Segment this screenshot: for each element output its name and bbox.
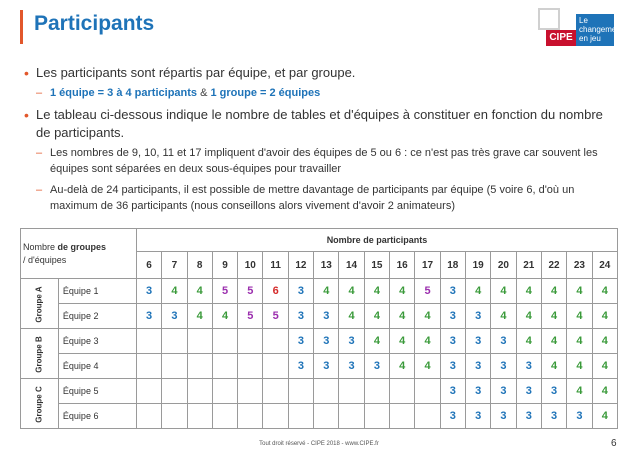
team-size-cell [212,404,237,429]
group-label [21,379,59,429]
team-size-cell: 3 [465,379,490,404]
team-label: Équipe 6 [58,404,136,429]
team-size-cell: 3 [314,304,339,329]
team-size-cell [187,354,212,379]
table-row [21,404,618,429]
team-size-cell [339,404,364,429]
definition-and: & [197,87,211,99]
team-size-cell: 3 [516,404,541,429]
team-size-cell: 3 [516,379,541,404]
group-label-text: Groupe C [34,385,44,423]
table-row [21,379,618,404]
team-size-cell [415,404,440,429]
team-size-cell [162,404,187,429]
bullet-list [26,64,616,219]
team-size-cell [415,379,440,404]
team-size-cell: 4 [516,279,541,304]
team-size-cell: 3 [162,304,187,329]
team-size-cell: 3 [491,404,516,429]
team-size-cell: 4 [592,404,617,429]
team-size-cell: 4 [390,329,415,354]
participant-count-header: 12 [288,252,313,279]
logo-square-icon [538,8,560,30]
sub-bullet-beyond-24 [26,182,616,214]
team-size-cell: 3 [440,329,465,354]
team-size-cell [364,404,389,429]
bullet-icon: • [24,107,29,123]
team-size-cell: 5 [238,279,263,304]
team-size-cell: 3 [339,354,364,379]
team-size-cell [136,329,161,354]
team-size-cell [238,404,263,429]
team-size-cell: 4 [187,279,212,304]
participant-count-header: 16 [390,252,415,279]
participant-count-header: 17 [415,252,440,279]
participant-count-header: 18 [440,252,465,279]
sub-bullet-odd-numbers [26,145,616,177]
page-number: 6 [611,438,617,449]
team-size-cell: 4 [390,354,415,379]
team-size-cell [390,379,415,404]
team-size-cell: 4 [364,304,389,329]
team-size-cell: 3 [465,304,490,329]
cipe-logo [538,8,624,52]
participant-count-header: 13 [314,252,339,279]
definition-team: 1 équipe = 3 à 4 participants [50,87,198,99]
footer-copyright: Tout droit réservé - CIPE 2018 - www.CIPE.fr [259,441,379,447]
bullet-text: Les participants sont répartis par équipe, et par groupe. [36,65,356,80]
participant-count-header: 24 [592,252,617,279]
dash-icon: – [36,87,43,99]
team-size-cell: 4 [567,329,592,354]
team-size-cell [187,404,212,429]
team-size-cell: 3 [465,404,490,429]
participants-table [20,228,618,429]
team-size-cell [288,404,313,429]
team-label: Équipe 2 [58,304,136,329]
team-label: Équipe 5 [58,379,136,404]
group-label [21,329,59,379]
team-size-cell: 4 [541,329,566,354]
participant-count-header: 21 [516,252,541,279]
team-size-cell: 4 [364,279,389,304]
team-size-cell: 4 [541,354,566,379]
team-size-cell: 4 [465,279,490,304]
team-size-cell: 3 [541,379,566,404]
team-size-cell: 4 [339,304,364,329]
team-size-cell: 4 [592,354,617,379]
team-size-cell [212,379,237,404]
team-size-cell: 4 [491,279,516,304]
team-size-cell: 4 [491,304,516,329]
team-size-cell: 3 [440,404,465,429]
team-size-cell: 4 [592,329,617,354]
team-size-cell: 4 [567,379,592,404]
table-row [21,304,618,329]
bullet-table-intro [26,106,616,142]
participant-count-header: 9 [212,252,237,279]
sub-bullet-text: Au-delà de 24 participants, il est possible de mettre davantage de participants par équipe (5 voire 6, d'où un maximum de 36 participants (nous conseillons alors vivement d'avoir 2 animateurs) [50,184,575,212]
participant-count-header: 15 [364,252,389,279]
group-label [21,279,59,329]
team-size-cell [238,379,263,404]
participant-count-header: 8 [187,252,212,279]
team-size-cell: 4 [541,304,566,329]
team-size-cell: 4 [390,279,415,304]
team-size-cell [136,379,161,404]
team-size-cell [339,379,364,404]
team-size-cell: 3 [440,354,465,379]
team-size-cell [187,329,212,354]
team-size-cell: 4 [516,304,541,329]
team-size-cell: 3 [364,354,389,379]
team-size-cell: 3 [491,329,516,354]
table-row [21,329,618,354]
team-size-cell: 4 [541,279,566,304]
participant-count-header: 10 [238,252,263,279]
bullet-icon: • [24,65,29,81]
team-size-cell: 5 [263,304,288,329]
title-accent-bar [20,10,23,44]
table-corner-label: Nombre de groupes / d'équipes [21,229,137,279]
dash-icon: – [36,147,43,159]
sub-bullet-text: Les nombres de 9, 10, 11 et 17 impliquent d'avoir des équipes de 5 ou 6 : ce n'est pas très grave car souvent les équipes sont séparées en deux sous-équipes pour travailler [50,147,598,175]
team-size-cell: 3 [440,304,465,329]
bullet-teams-groups [26,64,616,82]
team-size-cell: 3 [136,279,161,304]
team-size-cell [162,329,187,354]
team-size-cell [238,329,263,354]
table-row [21,279,618,304]
team-size-cell: 3 [491,379,516,404]
table-row [21,354,618,379]
logo-tagline: Le changement en jeu [576,14,614,46]
team-size-cell [187,379,212,404]
team-size-cell: 3 [314,354,339,379]
team-size-cell: 4 [212,304,237,329]
team-size-cell [238,354,263,379]
team-size-cell: 4 [187,304,212,329]
group-label-text: Groupe A [34,285,44,323]
team-size-cell: 4 [162,279,187,304]
team-size-cell: 3 [516,354,541,379]
team-size-cell: 5 [212,279,237,304]
team-size-cell: 3 [136,304,161,329]
team-size-cell: 3 [567,404,592,429]
participant-count-header: 14 [339,252,364,279]
team-size-cell: 4 [592,279,617,304]
definition-group: 1 groupe = 2 équipes [210,87,321,99]
team-size-cell [314,404,339,429]
page-title: Participants [34,12,155,35]
sub-bullet-definitions [26,85,616,101]
participant-count-header: 23 [567,252,592,279]
team-size-cell [136,404,161,429]
team-size-cell: 4 [415,354,440,379]
team-size-cell: 4 [567,354,592,379]
team-size-cell: 4 [592,379,617,404]
team-size-cell: 3 [314,329,339,354]
team-size-cell [263,329,288,354]
participants-header: Nombre de participants [136,229,617,252]
participant-count-header: 6 [136,252,161,279]
team-size-cell [162,354,187,379]
team-size-cell: 4 [415,329,440,354]
dash-icon: – [36,184,43,196]
team-size-cell [288,379,313,404]
team-size-cell: 5 [415,279,440,304]
team-size-cell [390,404,415,429]
team-label: Équipe 1 [58,279,136,304]
participant-count-header: 20 [491,252,516,279]
team-size-cell: 5 [238,304,263,329]
team-size-cell: 4 [364,329,389,354]
team-size-cell: 4 [390,304,415,329]
team-size-cell: 4 [592,304,617,329]
team-size-cell [212,354,237,379]
team-size-cell [314,379,339,404]
team-size-cell: 3 [288,304,313,329]
team-size-cell: 4 [516,329,541,354]
team-size-cell: 3 [288,279,313,304]
team-size-cell: 3 [339,329,364,354]
team-label: Équipe 4 [58,354,136,379]
group-label-text: Groupe B [34,335,44,373]
team-size-cell: 3 [465,329,490,354]
team-size-cell [162,379,187,404]
logo-brand: CIPE [546,30,576,46]
team-size-cell: 3 [465,354,490,379]
team-size-cell [212,329,237,354]
participant-count-header: 22 [541,252,566,279]
bullet-text: Le tableau ci-dessous indique le nombre de tables et d'équipes à constituer en fonction du nombre de participants. [36,107,603,140]
team-size-cell: 4 [415,304,440,329]
team-size-cell: 4 [567,279,592,304]
team-size-cell: 6 [263,279,288,304]
team-label: Équipe 3 [58,329,136,354]
participant-count-header: 7 [162,252,187,279]
team-size-cell: 3 [491,354,516,379]
team-size-cell: 3 [541,404,566,429]
team-size-cell [263,404,288,429]
team-size-cell: 4 [567,304,592,329]
team-size-cell: 4 [314,279,339,304]
participant-count-header: 11 [263,252,288,279]
participant-count-header: 19 [465,252,490,279]
team-size-cell [364,379,389,404]
team-size-cell [136,354,161,379]
team-size-cell: 3 [440,279,465,304]
team-size-cell [263,354,288,379]
team-size-cell: 3 [288,329,313,354]
team-size-cell: 3 [288,354,313,379]
team-size-cell: 3 [440,379,465,404]
team-size-cell: 4 [339,279,364,304]
team-size-cell [263,379,288,404]
